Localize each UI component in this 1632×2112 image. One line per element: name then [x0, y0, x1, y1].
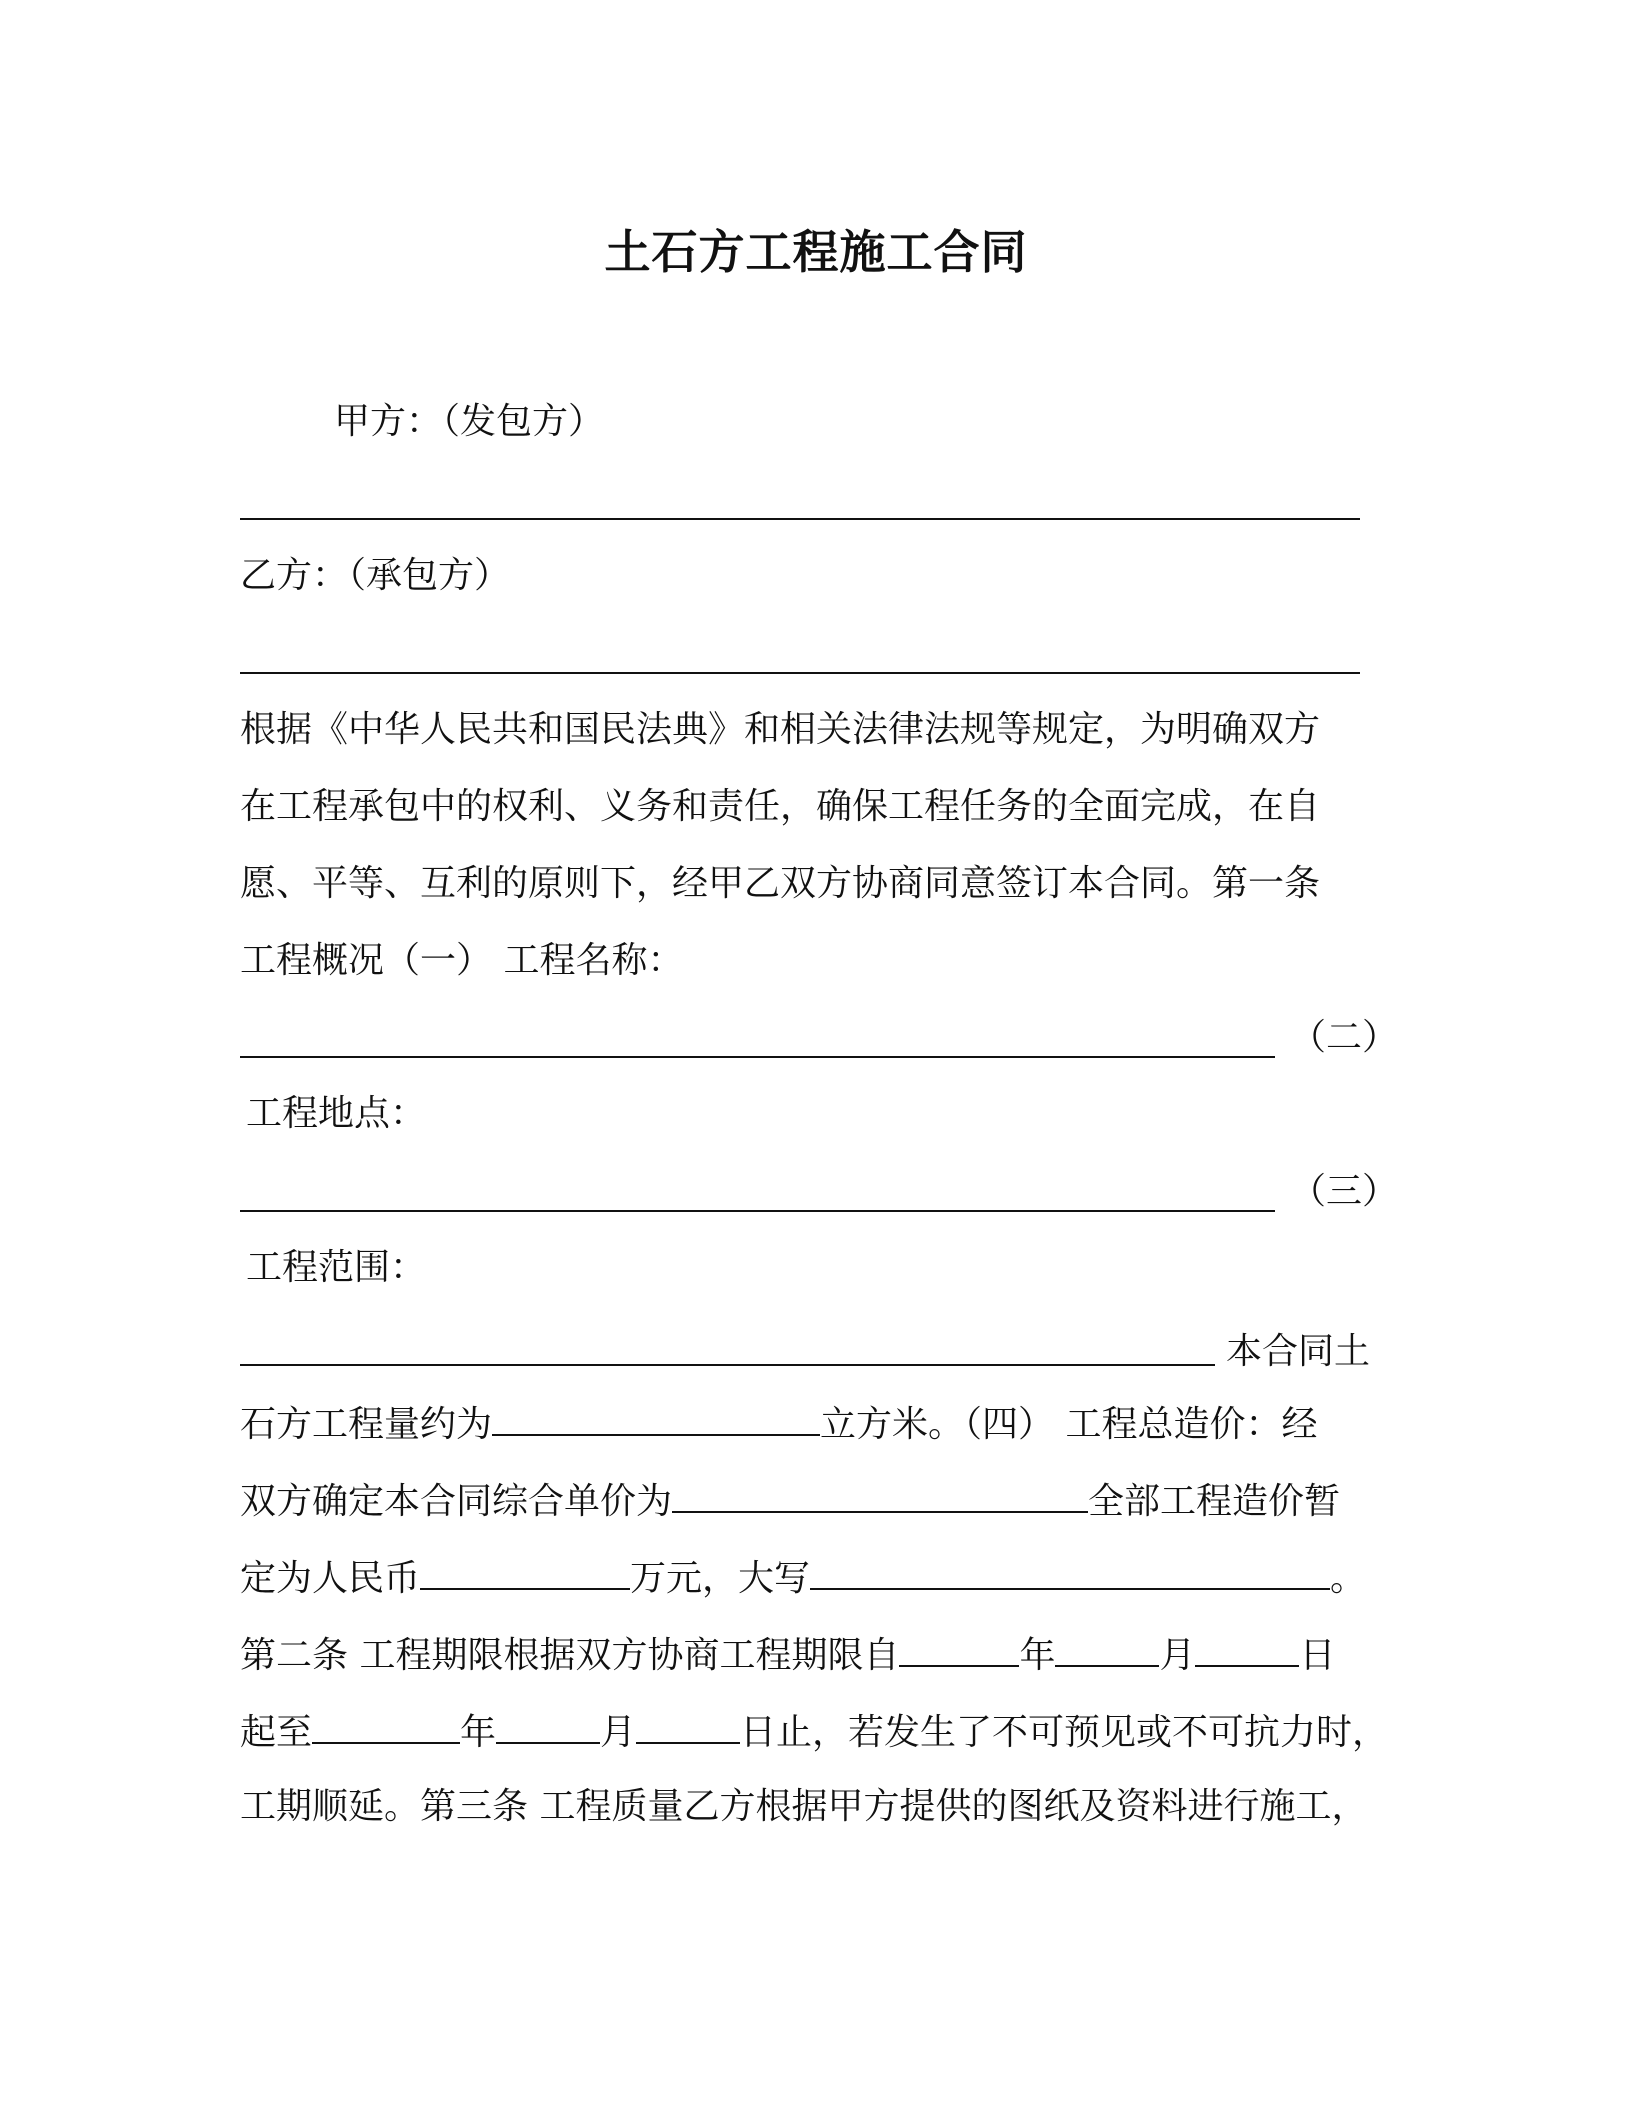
paragraph-text: 万元，大写 — [630, 1558, 811, 1599]
paragraph-text: 定为人民币 — [240, 1558, 421, 1599]
paragraph-text: 本合同土 — [1226, 1331, 1371, 1372]
paragraph-line — [240, 1627, 1400, 1682]
end-year-blank[interactable] — [312, 1704, 460, 1744]
amount-blank[interactable] — [420, 1550, 630, 1590]
paragraph-text: 全部工程造价暂 — [1088, 1481, 1341, 1522]
paragraph-line — [240, 1396, 1400, 1451]
end-day-blank[interactable] — [636, 1704, 740, 1744]
paragraph-text: 起至 — [240, 1712, 313, 1753]
paragraph-line: 根据《中华人民共和国民法典》和相关法律法规等规定，为明确双方 — [240, 709, 1321, 750]
party-a-blank[interactable] — [240, 518, 1360, 520]
start-year-blank[interactable] — [899, 1627, 1019, 1667]
paragraph-text: 日 — [1299, 1635, 1336, 1676]
party-b-blank[interactable] — [240, 672, 1360, 674]
paragraph-text: 日止，若发生了不可预见或不可抗力时， — [740, 1712, 1389, 1753]
paragraph-line — [240, 1473, 1400, 1528]
section-marker: （二） — [1290, 1017, 1399, 1058]
project-name-blank[interactable] — [240, 1056, 1275, 1058]
scope-blank[interactable] — [240, 1364, 1215, 1366]
start-month-blank[interactable] — [1055, 1627, 1159, 1667]
volume-blank[interactable] — [492, 1396, 820, 1436]
paragraph-line: 工程概况（一） 工程名称： — [240, 940, 684, 981]
paragraph-text: 月 — [600, 1712, 637, 1753]
scope-label: 工程范围： — [246, 1247, 427, 1288]
start-day-blank[interactable] — [1195, 1627, 1299, 1667]
paragraph-text: 第二条 工程期限根据双方协商工程期限自 — [240, 1635, 900, 1676]
paragraph-text: 月 — [1159, 1635, 1196, 1676]
party-a-label: 甲方：（发包方） — [334, 401, 605, 442]
site-blank[interactable] — [240, 1210, 1275, 1212]
paragraph-text: 年 — [1019, 1635, 1056, 1676]
amount-words-blank[interactable] — [810, 1550, 1330, 1590]
paragraph-line — [240, 1704, 1400, 1759]
paragraph-line: 愿、平等、互利的原则下，经甲乙双方协商同意签订本合同。第一条 — [240, 863, 1321, 904]
party-b-label: 乙方：（承包方） — [240, 555, 511, 596]
paragraph-line: 工期顺延。第三条 工程质量乙方根据甲方提供的图纸及资料进行施工， — [240, 1786, 1368, 1827]
paragraph-text: 年 — [460, 1712, 497, 1753]
section-marker: （三） — [1290, 1171, 1399, 1212]
paragraph-text: 。 — [1330, 1558, 1367, 1599]
paragraph-text: 立方米。（四） 工程总造价：经 — [820, 1404, 1318, 1445]
document-title: 土石方工程施工合同 — [604, 225, 1028, 279]
paragraph-text: 石方工程量约为 — [240, 1404, 493, 1445]
paragraph-line — [240, 1550, 1400, 1605]
site-label: 工程地点： — [246, 1093, 427, 1134]
end-month-blank[interactable] — [496, 1704, 600, 1744]
unit-price-blank[interactable] — [672, 1473, 1088, 1513]
paragraph-text: 双方确定本合同综合单价为 — [240, 1481, 673, 1522]
paragraph-line: 在工程承包中的权利、义务和责任，确保工程任务的全面完成，在自 — [240, 786, 1321, 827]
